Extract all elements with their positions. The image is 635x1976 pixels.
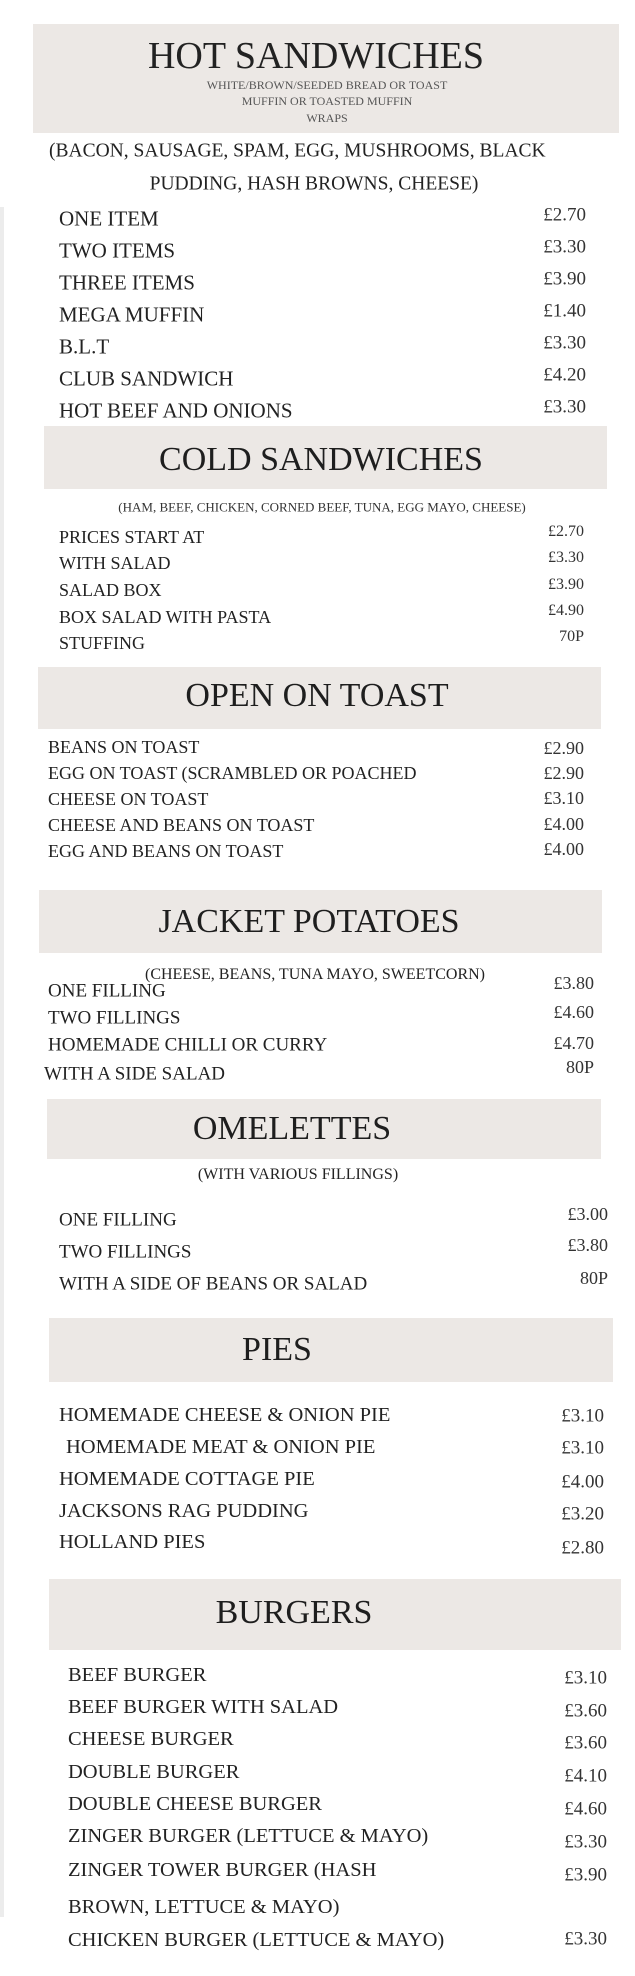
menu-item-name: ZINGER TOWER BURGER (HASH bbox=[68, 1858, 377, 1881]
menu-item-price: £3.10 bbox=[543, 788, 584, 808]
menu-item-price: £2.90 bbox=[543, 763, 584, 783]
menu-item-name: HOMEMADE MEAT & ONION PIE bbox=[66, 1435, 376, 1458]
menu-item-name: CHICKEN BURGER (LETTUCE & MAYO) bbox=[68, 1928, 445, 1951]
section-title: JACKET POTATOES bbox=[158, 903, 460, 940]
menu-item-price: £3.10 bbox=[564, 1667, 607, 1689]
menu-item-name: SALAD BOX bbox=[59, 580, 162, 600]
menu-item-name: DOUBLE CHEESE BURGER bbox=[68, 1792, 322, 1815]
menu-item-name: B.L.T bbox=[59, 334, 110, 359]
menu-item-name-continued: BROWN, LETTUCE & MAYO) bbox=[68, 1895, 340, 1918]
section-subtitle: (WITH VARIOUS FILLINGS) bbox=[197, 1166, 399, 1183]
menu-item-name: MEGA MUFFIN bbox=[59, 302, 205, 327]
section-title: OMELETTES bbox=[192, 1110, 392, 1147]
menu-item-price: £4.90 bbox=[548, 602, 584, 619]
menu-item-name: CHEESE BURGER bbox=[68, 1727, 234, 1750]
menu-item-price: £2.90 bbox=[543, 738, 584, 758]
menu-item-name: WITH SALAD bbox=[59, 553, 171, 573]
menu-item-name: WITH A SIDE OF BEANS OR SALAD bbox=[59, 1273, 368, 1295]
menu-item-price: £3.80 bbox=[567, 1235, 608, 1255]
menu-item-price: £4.00 bbox=[561, 1471, 604, 1493]
menu-item-price: £3.20 bbox=[561, 1503, 604, 1525]
menu-item-name: CHEESE ON TOAST bbox=[48, 789, 209, 809]
menu-item-name: THREE ITEMS bbox=[59, 270, 195, 295]
menu-item-price: £4.60 bbox=[564, 1798, 607, 1820]
menu-item-name: BOX SALAD WITH PASTA bbox=[59, 607, 272, 627]
menu-item-name: BEEF BURGER WITH SALAD bbox=[68, 1695, 339, 1718]
menu-item-price: £2.80 bbox=[561, 1537, 604, 1559]
menu-item-name: JACKSONS RAG PUDDING bbox=[59, 1499, 309, 1522]
menu-item-price: £3.90 bbox=[543, 268, 586, 290]
menu-item-name: ONE FILLING bbox=[48, 980, 166, 1002]
menu-item-name: CLUB SANDWICH bbox=[59, 366, 234, 391]
menu-item-price: 80P bbox=[579, 1268, 608, 1288]
menu-item-price: £3.10 bbox=[561, 1405, 604, 1427]
menu-item-price: £4.00 bbox=[543, 839, 584, 859]
fillings-note: PUDDING, HASH BROWNS, CHEESE) bbox=[149, 173, 479, 195]
bread-option: WHITE/BROWN/SEEDED BREAD OR TOAST bbox=[206, 78, 448, 92]
menu-item-price: £3.30 bbox=[564, 1928, 607, 1950]
menu-item-name: CHEESE AND BEANS ON TOAST bbox=[48, 815, 315, 835]
fillings-note: (BACON, SAUSAGE, SPAM, EGG, MUSHROOMS, BLACK bbox=[49, 140, 546, 162]
bread-option: WRAPS bbox=[306, 111, 348, 125]
menu-item-price: £3.80 bbox=[553, 973, 594, 993]
menu-item-price: £3.10 bbox=[561, 1437, 604, 1459]
left-edge-divider bbox=[0, 207, 4, 1917]
menu-item-price: £4.10 bbox=[564, 1765, 607, 1787]
section-title: PIES bbox=[242, 1331, 312, 1368]
menu-item-price: 80P bbox=[565, 1057, 594, 1077]
menu-item-name: DOUBLE BURGER bbox=[68, 1760, 240, 1783]
menu-item-name: ZINGER BURGER (LETTUCE & MAYO) bbox=[68, 1824, 429, 1847]
menu-item-price: £3.30 bbox=[548, 549, 584, 566]
menu-item-price: £3.30 bbox=[564, 1831, 607, 1853]
menu-item-name: BEEF BURGER bbox=[68, 1663, 207, 1686]
menu-item-price: £4.00 bbox=[543, 814, 584, 834]
menu-item-name: HOMEMADE CHILLI OR CURRY bbox=[48, 1034, 328, 1056]
menu-item-name: TWO FILLINGS bbox=[48, 1007, 181, 1029]
section-title: HOT SANDWICHES bbox=[147, 35, 485, 77]
menu-item-name: HOLLAND PIES bbox=[59, 1530, 206, 1553]
menu-item-name: HOMEMADE COTTAGE PIE bbox=[59, 1467, 315, 1490]
menu-item-price: £3.30 bbox=[543, 332, 586, 354]
menu-item-price: £4.20 bbox=[543, 364, 586, 386]
menu-item-name: STUFFING bbox=[59, 633, 146, 653]
menu-item-name: EGG ON TOAST (SCRAMBLED OR POACHED bbox=[48, 763, 417, 783]
section-header-pies bbox=[49, 1318, 613, 1382]
menu-item-price: £4.60 bbox=[553, 1002, 594, 1022]
menu-item-price: £2.70 bbox=[543, 204, 586, 226]
menu-item-name: TWO ITEMS bbox=[59, 238, 176, 263]
menu-item-name: BEANS ON TOAST bbox=[48, 737, 200, 757]
menu-item-price: £4.70 bbox=[553, 1033, 594, 1053]
menu-item-price: £2.70 bbox=[548, 523, 584, 540]
menu-item-price: 70P bbox=[559, 628, 584, 645]
menu-item-name: ONE FILLING bbox=[59, 1209, 177, 1231]
section-subtitle: (HAM, BEEF, CHICKEN, CORNED BEEF, TUNA, EGG MAYO, CHEESE) bbox=[118, 499, 526, 515]
menu-item-price: £3.00 bbox=[567, 1204, 608, 1224]
section-subtitle: (CHEESE, BEANS, TUNA MAYO, SWEETCORN) bbox=[144, 966, 486, 983]
menu-item-price: £3.60 bbox=[564, 1732, 607, 1754]
menu-item-name: WITH A SIDE SALAD bbox=[44, 1063, 226, 1085]
menu-item-name: HOMEMADE CHEESE & ONION PIE bbox=[59, 1403, 391, 1426]
menu-item-name: HOT BEEF AND ONIONS bbox=[59, 398, 293, 423]
menu-item-price: £3.30 bbox=[543, 236, 586, 258]
menu-item-price: £3.60 bbox=[564, 1700, 607, 1722]
menu-item-price: £3.90 bbox=[564, 1864, 607, 1886]
menu-item-name: TWO FILLINGS bbox=[59, 1241, 192, 1263]
section-title: BURGERS bbox=[215, 1594, 373, 1631]
menu-item-price: £3.90 bbox=[548, 576, 584, 593]
section-title: COLD SANDWICHES bbox=[159, 441, 483, 478]
menu-item-name: EGG AND BEANS ON TOAST bbox=[48, 841, 284, 861]
menu-item-price: £1.40 bbox=[543, 300, 586, 322]
menu-item-name: ONE ITEM bbox=[59, 206, 159, 231]
bread-option: MUFFIN OR TOASTED MUFFIN bbox=[241, 94, 413, 108]
menu-item-price: £3.30 bbox=[543, 396, 586, 418]
menu-item-name: PRICES START AT bbox=[59, 527, 205, 547]
section-title: OPEN ON TOAST bbox=[185, 677, 449, 714]
